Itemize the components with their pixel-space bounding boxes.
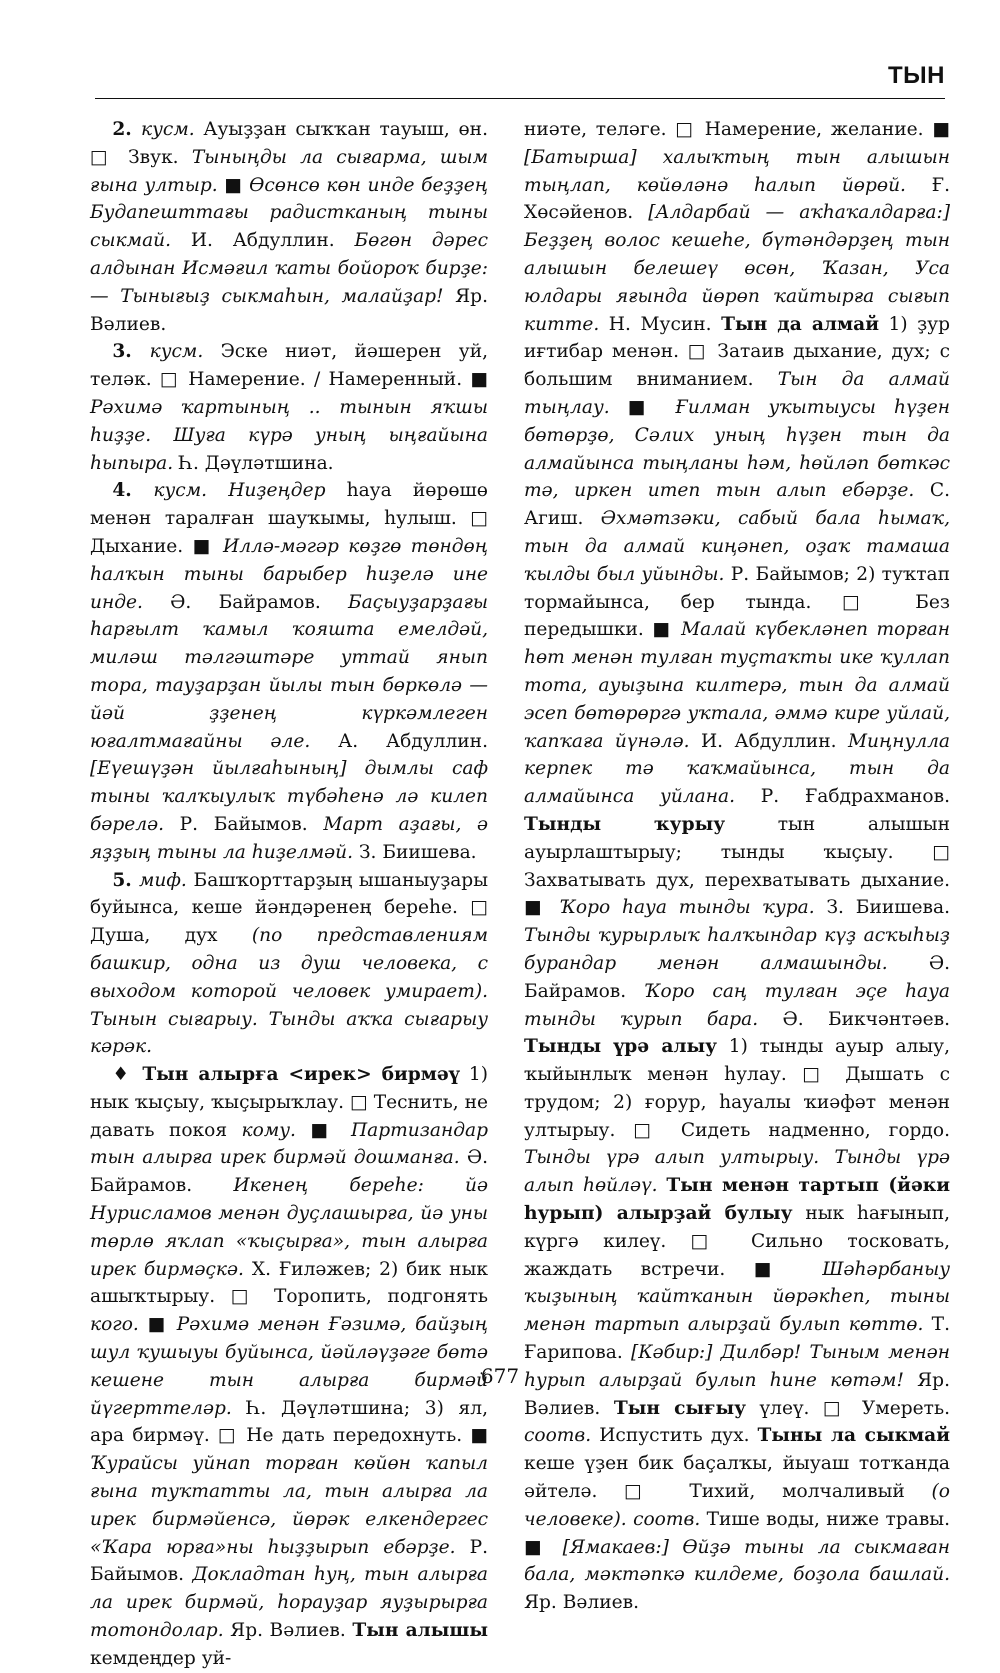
italic-text: [Батырша] халыҡтың тын алышын тыңлап, көйөләнә һалып йөрөй.: [524, 146, 950, 196]
italic-text: Бөгөн дәрес алдынан Исмәғил ҡаты бойороҡ бирҙе: — Тынығыҙ сыкмаһын, малайҙар!: [90, 230, 488, 307]
body-text: Н. Мусин.: [599, 313, 722, 335]
body-text: [207, 480, 228, 501]
body-text: И. Абдуллин.: [171, 230, 355, 252]
italic-text: Тын да алмай тыңлау.: [524, 369, 950, 418]
italic-text: Ҡоро саң тулған эҫе һауа тынды ҡурып бара.: [524, 980, 950, 1030]
body-text: З. Биишева.: [353, 841, 477, 863]
body-text: Ә. Байрамов.: [142, 591, 348, 613]
headword: 2.: [112, 119, 142, 140]
headword: Тын да алмай: [721, 313, 879, 335]
italic-text: Малай күбекләнеп торған һөт менән тулған туҫтаҡты ике ҡуллап тота, ауыҙына килтерә, тын да алмай эсеп бөтөрөргә уҡтала, әммә кире уйлай, ҡапҡаға йүнәлә.: [524, 619, 951, 752]
body-text: Һ. Дәүләтшина; 3) ял, ара бирмәү. □ Не дать передохнуть. ■: [90, 1397, 488, 1447]
body-text: һауа йөрөшө менән таралған шауҡымы, һулыш. □ Дыхание. ■: [90, 480, 488, 557]
italic-text: Икенең береһе: йә Нурисламов менән дуҫлашырға, йә уны төрлө яҡлап «ҡыҫырға», тын алырға ирек бирмәҫкә.: [90, 1175, 488, 1280]
italic-text: кому.: [241, 1119, 296, 1141]
italic-text: соотв.: [524, 1425, 592, 1447]
italic-text: Ҡурайсы уйнап торған көйөн ҡапыл ғына туҡтатты ла, тын алырға ла ирек бирмәйенсә, йөрәк елкендергес «Ҡара юрға»ны һыҙҙырып ебәрҙе.: [90, 1453, 488, 1558]
headword: Тын алышы: [352, 1620, 488, 1642]
body-text: кемдеңдер уй-: [90, 1647, 232, 1669]
running-header: [95, 62, 945, 99]
italic-text: (о человеке). соотв.: [524, 1481, 950, 1530]
italic-text: Тынды үрә алып ултырыу. Тынды үрә алып һөйләү.: [524, 1147, 950, 1197]
headword: Тынды үрә алыу: [524, 1036, 718, 1058]
body-text: Р. Ғабдрахманов.: [735, 786, 950, 808]
italic-text: Тыныңды ла сығарма, шым ғына ултыр.: [90, 146, 488, 196]
headword: 4.: [112, 480, 154, 502]
body-text: Р. Байымов.: [164, 813, 324, 835]
body-text: тын алышын ауырлаштырыу; тынды ҡыҫыу. □ Захватывать дух, перехватывать дыхание. ■: [524, 813, 950, 919]
italic-text: Ҡоро һауа тынды ҡура.: [559, 897, 815, 919]
italic-text: Баҫыуҙарҙағы һарғылт ҡамыл ҡояшта емелдәй, миләш тәлгәштәре уттай янып тора, тауҙарҙан йылы тын бөркөлә — йәй ҙҙенең күркәмлеген юғалтмағайны әле.: [90, 591, 488, 752]
body-text: 1) тынды ауыр алыу, ҡыйынлыҡ менән һулау. □ Дышать с трудом; 2) ғорур, һауалы ҡиәфәт менән ултырыу. □ Сидеть надменно, гордо.: [524, 1036, 950, 1141]
headword: 3.: [112, 341, 150, 363]
dictionary-paragraph: [524, 116, 950, 1617]
italic-text: Март аҙағы, ә яҙҙың тыны ла һиҙелмәй.: [90, 813, 488, 863]
body-text: С. Агиш.: [524, 480, 950, 530]
italic-text: Рәхимә ҡартының .. тынын яҡшы һиҙҙе. Шуға күрә уның ыңғайына һыпыра.: [90, 396, 488, 474]
body-text: Испустить дух.: [591, 1425, 758, 1447]
headword: Тын менән тартып (йәки һурып) алырҙай булыу: [524, 1175, 950, 1225]
body-text: Ә. Бикчәнтәев.: [758, 1008, 950, 1030]
right-column: [524, 116, 950, 1617]
body-text: Яр. Вәлиев.: [524, 1369, 950, 1419]
italic-text: миф.: [138, 869, 187, 891]
headword: ♦ Тын алырға <ирек> бирмәү: [112, 1064, 460, 1086]
body-text: ниәте, теләге. □ Намерение, желание. ■: [524, 119, 950, 140]
body-text: 1) нык ҡыҫыу, ҡыҫырыҡлау. □ Теснить, не давать покоя: [90, 1064, 488, 1141]
italic-text: Өсөнсө көн инде беҙҙең Будапешттағы радистканың тыны сыкмай.: [90, 174, 488, 252]
dictionary-paragraph: [90, 867, 488, 1062]
dictionary-paragraph: [90, 477, 488, 866]
body-text: Р. Байымов; 2) туҡтап тормайынса, бер тында. □ Без передышки. ■: [524, 563, 951, 641]
dictionary-paragraph: [90, 116, 488, 338]
italic-text: Рәхимә менән Ғәзимә, байҙың шул ҡушыуы буйынса, йәйләүҙәге бөтә кешене тын алырға бирмәй йүгерттеләр.: [90, 1314, 489, 1419]
body-text: ■: [609, 396, 676, 418]
body-text: ■: [217, 174, 250, 196]
headword: 5.: [112, 869, 139, 891]
headword: Тын сығыу: [613, 1397, 747, 1419]
left-column: [90, 116, 488, 1673]
italic-text: [Алдарбай — аҡһаҡалдарға:] Беҙҙең волос кешеһе, бүтәндәрҙең тын алышын белешеү өсөн, Ҡазан, Уса юлдары яғында йөрөп ҡайтырға сығып китте.: [524, 202, 950, 335]
body-text: Ә. Байрамов.: [524, 952, 950, 1002]
body-text: Тише воды, ниже травы. ■: [524, 1508, 950, 1558]
body-text: кеше үҙен бик баҫалҡы, йыуаш тотҡанда әйтелә. □ Тихий, молчаливый: [524, 1453, 950, 1503]
body-text: үлеү. □ Умереть.: [746, 1397, 950, 1419]
italic-text: Партизандар тын алырға ирек бирмәй дошманға.: [90, 1119, 489, 1169]
body-text: Ғ. Хөсәйенов.: [524, 174, 950, 224]
italic-text: Ниҙеңдер: [228, 480, 326, 502]
headword: Тынды ҡурыу: [524, 813, 726, 835]
body-text: З. Биишева.: [814, 897, 950, 919]
body-text: Х. Ғиләжев; 2) бик нык ашыҡтырыу. □ Торопить, подгонять: [90, 1258, 488, 1308]
body-text: А. Абдуллин.: [310, 730, 488, 752]
italic-text: [Кәбир:] Дилбәр! Тыным менән һурып алырҙай булып һине көтәм!: [524, 1342, 950, 1391]
italic-text: [Еүешүҙән йылғаһының] дымлы саф тыны ҡалҡыулыҡ түбәһенә лә килеп бәрелә.: [90, 758, 488, 835]
italic-text: кусм.: [153, 480, 208, 502]
italic-text: Шәһәрбаныу ҡыҙының ҡайтҡанын йөрәкһеп, тыны менән тартып алырҙай булып көттө.: [524, 1258, 950, 1336]
italic-text: кусм.: [149, 341, 204, 363]
body-text: нык һағынып, күргә килеү. □ Сильно тосковать, жаждать встречи. ■: [524, 1203, 950, 1280]
body-text: Эске ниәт, йәшерен уй, теләк. □ Намерение. / Намеренный. ■: [90, 341, 488, 391]
body-text: Яр. Вәлиев.: [90, 285, 488, 335]
header-title: ТЫН: [888, 62, 945, 89]
italic-text: Ғилман уҡытыусы һүҙен бөтөрҙө, Сәлих уның һүҙен тын да алмайынса тыңланы һәм, һөйләп бөткәс тә, иркен итеп тын алып ебәрҙе.: [524, 396, 950, 502]
body-text: Яр. Вәлиев.: [223, 1620, 353, 1642]
italic-text: Иллә-мәгәр көҙгө төндөң һалҡын тыны барыбер һиҙелә ине инде.: [90, 535, 488, 613]
body-text: Р. Байымов.: [90, 1536, 488, 1586]
body-text: ■: [295, 1119, 351, 1141]
body-text: Яр. Вәлиев.: [524, 1592, 639, 1614]
body-text: Ә. Байрамов.: [90, 1147, 488, 1197]
body-text: Ауыҙҙан сыҡҡан тауыш, өн. □ Звук.: [90, 119, 488, 168]
italic-text: Тынды ҡурырлыҡ һалҡындар күҙ асҡыһыҙ бурандар менән алмашынды.: [524, 925, 950, 974]
italic-text: Әхмәтзәки, сабый бала һымаҡ, тын да алмай киңәнеп, оҙаҡ тамаша ҡылды был уйынды.: [524, 508, 950, 585]
italic-text: Миңнулла керпек тә ҡаҡмайынса, тын да алмайынса уйлана.: [524, 730, 950, 808]
body-text: И. Абдуллин.: [689, 730, 848, 752]
headword: Тыны ла сыкмай: [757, 1425, 950, 1447]
italic-text: кусм.: [141, 119, 195, 140]
page-number: 677: [480, 1364, 520, 1388]
italic-text: кого.: [90, 1314, 139, 1336]
body-text: 1) ҙур иғтибар менән. □ Затаив дыхание, дух; с большим вниманием.: [524, 313, 950, 391]
dictionary-paragraph: [90, 338, 488, 477]
body-text: Һ. Дәүләтшина.: [173, 452, 334, 474]
italic-text: (по представлениям башкир, одна из душ человека, с выходом которой человек умирает). Тынын сығарыу. Тынды аҡҡа сығарыу кәрәк.: [90, 925, 488, 1058]
body-text: ■: [138, 1314, 177, 1336]
italic-text: [Ямакаев:] Өйҙә тыны ла сыкмаған бала, мәктәпкә килдеме, боҙола башлай.: [524, 1536, 951, 1586]
body-text: Т. Ғарипова.: [524, 1314, 950, 1364]
body-text: Башҡорттарҙың ышаныуҙары буйынса, кеше йәндәренең береһе. □ Душа, дух: [90, 869, 489, 947]
italic-text: Докладтан һуң, тын алырға ла ирек бирмәй, һорауҙар яуҙырырға тотондолар.: [90, 1564, 489, 1642]
